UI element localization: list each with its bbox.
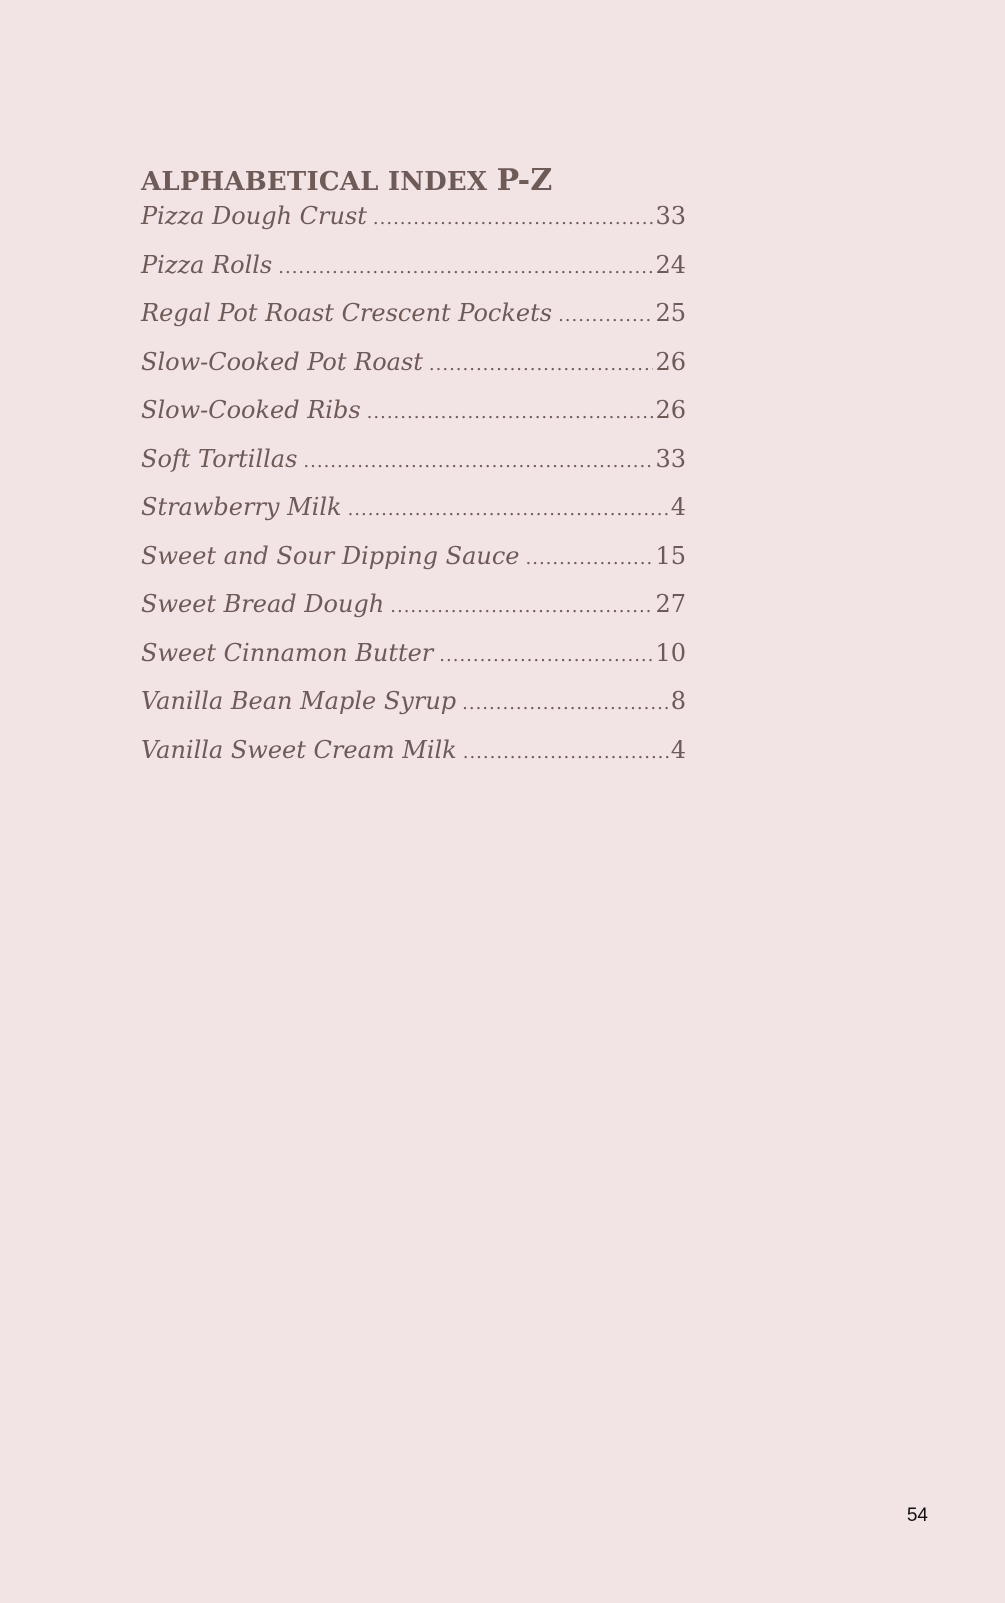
- dot-leader: [558, 292, 653, 341]
- entry-name: Slow-Cooked Ribs: [141, 396, 361, 424]
- index-entry: [141, 241, 686, 290]
- index-entry: [141, 532, 686, 581]
- entry-name: Vanilla Bean Maple Syrup: [141, 687, 457, 715]
- entry-page-number: 33: [655, 444, 686, 473]
- entry-page-number: 26: [655, 347, 686, 376]
- page-title-range: P-Z: [496, 163, 553, 199]
- dot-leader: [429, 341, 654, 390]
- entry-page-number: 25: [655, 299, 686, 327]
- entry-page-number: 10: [655, 638, 686, 667]
- entry-name: Pizza Rolls: [141, 250, 273, 279]
- dot-leader: [439, 632, 653, 681]
- entry-page-number: 15: [655, 541, 686, 570]
- page-title-main: ALPHABETICAL INDEX: [141, 167, 497, 198]
- index-entry: [141, 483, 686, 532]
- entry-name: Vanilla Sweet Cream Milk: [141, 735, 457, 764]
- entry-name: Regal Pot Roast Crescent Pockets: [141, 299, 553, 327]
- index-entry: [141, 338, 686, 387]
- dot-leader: [390, 583, 653, 632]
- entry-name: Soft Tortillas: [141, 444, 298, 473]
- entry-page-number: 4: [670, 735, 686, 764]
- entry-name: Sweet Bread Dough: [141, 590, 385, 618]
- dot-leader: [373, 195, 654, 244]
- page-number: 54: [906, 1505, 928, 1526]
- index-list: [141, 192, 686, 774]
- entry-name: Sweet and Sour Dipping Sauce: [141, 541, 520, 570]
- dot-leader: [462, 680, 669, 729]
- index-entry: [141, 435, 686, 484]
- entry-page-number: 26: [655, 396, 686, 424]
- entry-name: Pizza Dough Crust: [141, 202, 367, 230]
- entry-name: Strawberry Milk: [141, 493, 342, 521]
- dot-leader: [463, 729, 669, 778]
- entry-page-number: 24: [655, 250, 686, 279]
- dot-leader: [526, 535, 654, 584]
- index-entry: [141, 580, 686, 629]
- entry-page-number: 8: [670, 687, 686, 715]
- dot-leader: [303, 438, 653, 487]
- entry-page-number: 4: [670, 493, 686, 521]
- index-entry: [141, 726, 686, 775]
- entry-page-number: 33: [655, 202, 686, 230]
- index-entry: [141, 677, 686, 726]
- entry-name: Slow-Cooked Pot Roast: [141, 347, 423, 376]
- index-entry: [141, 386, 686, 435]
- index-entry: [141, 192, 686, 241]
- entry-name: Sweet Cinnamon Butter: [141, 638, 434, 667]
- dot-leader: [348, 486, 669, 535]
- entry-page-number: 27: [655, 590, 686, 618]
- index-entry: [141, 289, 686, 338]
- dot-leader: [367, 389, 654, 438]
- dot-leader: [278, 244, 653, 293]
- index-entry: [141, 629, 686, 678]
